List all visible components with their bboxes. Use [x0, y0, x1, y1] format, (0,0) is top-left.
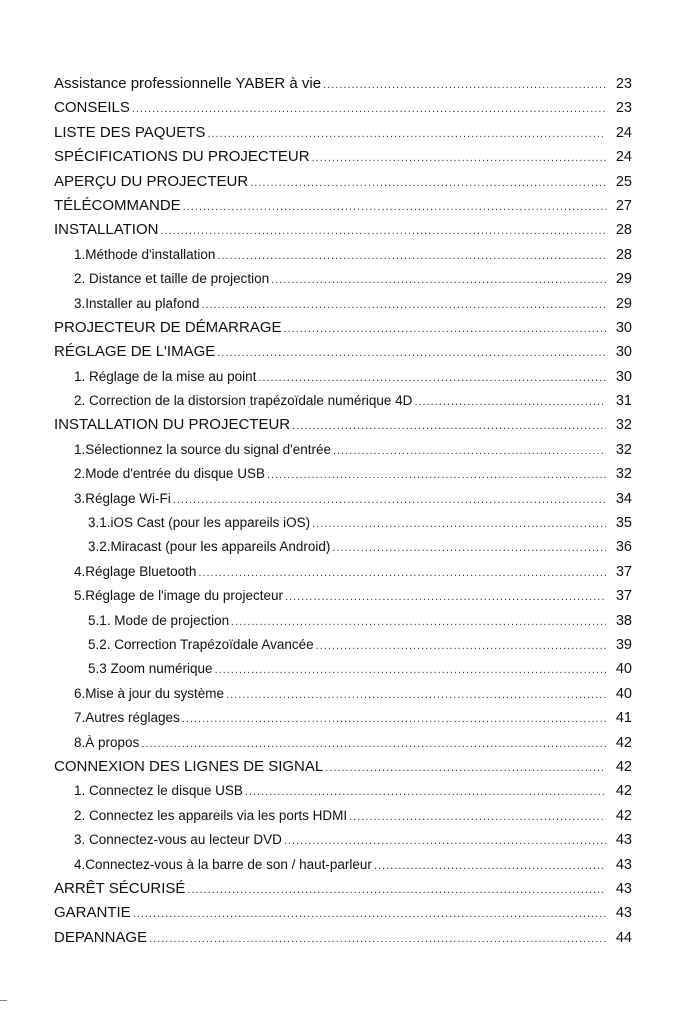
- toc-entry-page-number: 37: [615, 588, 632, 605]
- toc-entry-title: 1.Méthode d'installation: [74, 246, 216, 262]
- toc-entry[interactable]: [54, 853, 632, 877]
- toc-entry[interactable]: [54, 926, 632, 950]
- toc-entry-title: RÉGLAGE DE L'IMAGE: [54, 343, 216, 361]
- toc-entry-page-number: 43: [615, 880, 632, 897]
- toc-entry-page-number: 34: [615, 490, 632, 507]
- toc-dot-leader: [201, 293, 606, 317]
- toc-dot-leader: [323, 73, 606, 97]
- toc-entry-title: 3.Réglage Wi-Fi: [74, 490, 171, 506]
- toc-entry-page-number: 23: [615, 100, 632, 117]
- toc-entry-title: 1. Connectez le disque USB: [74, 783, 243, 799]
- toc-dot-leader: [285, 585, 606, 609]
- toc-entry[interactable]: [54, 267, 632, 291]
- toc-dot-leader: [292, 414, 606, 438]
- toc-entry-title: 2.Mode d'entrée du disque USB: [74, 466, 265, 482]
- toc-dot-leader: [207, 122, 606, 146]
- toc-entry[interactable]: [54, 462, 632, 486]
- toc-entry[interactable]: [54, 365, 632, 389]
- toc-entry-title: SPÉCIFICATIONS DU PROJECTEUR: [54, 148, 310, 166]
- toc-entry[interactable]: [54, 779, 632, 803]
- toc-dot-leader: [133, 902, 606, 926]
- toc-dot-leader: [325, 756, 606, 780]
- toc-dot-leader: [258, 366, 606, 390]
- toc-dot-leader: [312, 512, 606, 536]
- toc-entry[interactable]: [54, 340, 632, 364]
- toc-entry-title: INSTALLATION DU PROJECTEUR: [54, 416, 291, 434]
- toc-dot-leader: [250, 171, 606, 195]
- toc-dot-leader: [245, 780, 606, 804]
- toc-entry-page-number: 28: [615, 222, 632, 239]
- toc-entry-page-number: 43: [615, 832, 632, 849]
- toc-entry-page-number: 29: [615, 271, 632, 288]
- toc-entry-page-number: 28: [615, 246, 632, 263]
- toc-entry-title: 1. Réglage de la mise au point: [74, 368, 257, 384]
- toc-dot-leader: [183, 195, 606, 219]
- toc-dot-leader: [215, 658, 606, 682]
- toc-entry-page-number: 36: [615, 539, 632, 556]
- toc-entry-page-number: 44: [615, 929, 632, 946]
- toc-entry[interactable]: [54, 292, 632, 316]
- toc-entry[interactable]: [54, 121, 632, 145]
- toc-dot-leader: [284, 829, 606, 853]
- toc-entry[interactable]: [54, 389, 632, 413]
- toc-entry[interactable]: [54, 413, 632, 437]
- toc-entry-title: APERÇU DU PROJECTEUR: [54, 172, 249, 190]
- toc-entry[interactable]: [54, 633, 632, 657]
- toc-dot-leader: [414, 390, 606, 414]
- toc-entry-title: 5.1. Mode de projection: [88, 612, 230, 628]
- toc-entry[interactable]: [54, 828, 632, 852]
- toc-entry[interactable]: [54, 535, 632, 559]
- toc-entry-title: 5.3 Zoom numérique: [88, 661, 213, 677]
- toc-entry-title: CONSEILS: [54, 99, 130, 117]
- toc-entry[interactable]: [54, 511, 632, 535]
- toc-dot-leader: [349, 805, 606, 829]
- toc-entry[interactable]: [54, 584, 632, 608]
- toc-dot-leader: [332, 536, 606, 560]
- toc-entry-title: 3.2.Miracast (pour les appareils Android): [88, 539, 331, 555]
- toc-dot-leader: [173, 488, 606, 512]
- toc-entry-title: INSTALLATION: [54, 221, 159, 239]
- toc-dot-leader: [149, 927, 606, 951]
- toc-dot-leader: [333, 439, 606, 463]
- toc-entry-page-number: 42: [615, 734, 632, 751]
- toc-entry[interactable]: [54, 487, 632, 511]
- toc-entry-page-number: 24: [615, 124, 632, 141]
- toc-entry-page-number: 29: [615, 295, 632, 312]
- toc-entry-title: Assistance professionnelle YABER à vie: [54, 75, 322, 92]
- toc-dot-leader: [198, 561, 606, 585]
- toc-entry-title: 3.1.iOS Cast (pour les appareils iOS): [88, 515, 311, 531]
- toc-dot-leader: [316, 634, 606, 658]
- toc-entry-page-number: 40: [615, 661, 632, 678]
- toc-dot-leader: [182, 707, 606, 731]
- toc-entry[interactable]: [54, 682, 632, 706]
- toc-entry[interactable]: [54, 877, 632, 901]
- toc-entry-page-number: 43: [615, 905, 632, 922]
- toc-entry-title: 2. Distance et taille de projection: [74, 271, 270, 287]
- table-of-contents: [54, 72, 632, 950]
- toc-dot-leader: [217, 244, 606, 268]
- toc-entry-title: 3. Connectez-vous au lecteur DVD: [74, 832, 282, 848]
- toc-entry[interactable]: [54, 731, 632, 755]
- toc-dot-leader: [160, 219, 606, 243]
- toc-dot-leader: [284, 317, 606, 341]
- toc-entry-title: PROJECTEUR DE DÉMARRAGE: [54, 318, 282, 336]
- toc-entry[interactable]: [54, 194, 632, 218]
- toc-dot-leader: [374, 854, 606, 878]
- toc-entry-page-number: 40: [615, 685, 632, 702]
- toc-entry[interactable]: [54, 145, 632, 169]
- toc-entry-title: ARRÊT SÉCURISÉ: [54, 879, 186, 897]
- toc-entry[interactable]: [54, 657, 632, 681]
- toc-entry-page-number: 42: [615, 758, 632, 775]
- toc-dot-leader: [231, 610, 606, 634]
- toc-dot-leader: [271, 268, 606, 292]
- toc-entry[interactable]: [54, 218, 632, 242]
- toc-entry-page-number: 31: [615, 393, 632, 410]
- toc-entry-title: 4.Réglage Bluetooth: [74, 563, 197, 579]
- toc-entry[interactable]: [54, 804, 632, 828]
- toc-entry[interactable]: [54, 706, 632, 730]
- toc-entry-title: 8.À propos: [74, 734, 140, 750]
- toc-entry-page-number: 43: [615, 856, 632, 873]
- toc-entry-title: DEPANNAGE: [54, 928, 148, 946]
- toc-dot-leader: [217, 341, 606, 365]
- toc-entry-page-number: 30: [615, 344, 632, 361]
- toc-entry-page-number: 35: [615, 515, 632, 532]
- toc-entry[interactable]: [54, 96, 632, 120]
- toc-entry-page-number: 42: [615, 807, 632, 824]
- toc-entry-title: GARANTIE: [54, 904, 131, 922]
- toc-entry-page-number: 42: [615, 783, 632, 800]
- toc-entry-title: 3.Installer au plafond: [74, 295, 200, 311]
- toc-entry[interactable]: [54, 755, 632, 779]
- toc-entry-page-number: 38: [615, 612, 632, 629]
- toc-dot-leader: [132, 97, 606, 121]
- toc-entry-page-number: 30: [615, 319, 632, 336]
- toc-entry-title: 7.Autres réglages: [74, 710, 180, 726]
- toc-dot-leader: [187, 878, 606, 902]
- toc-dot-leader: [226, 683, 606, 707]
- toc-entry[interactable]: [54, 560, 632, 584]
- toc-entry-page-number: 37: [615, 563, 632, 580]
- toc-dot-leader: [267, 463, 606, 487]
- toc-entry-page-number: 23: [615, 76, 632, 92]
- toc-entry[interactable]: [54, 170, 632, 194]
- toc-entry-title: 5.2. Correction Trapézoïdale Avancée: [88, 636, 314, 652]
- toc-entry-title: TÉLÉCOMMANDE: [54, 196, 181, 214]
- toc-dot-leader: [312, 146, 606, 170]
- toc-entry-page-number: 32: [615, 417, 632, 434]
- toc-entry-page-number: 24: [615, 149, 632, 166]
- toc-entry-page-number: 32: [615, 441, 632, 458]
- page-corner-mark: [0, 1000, 7, 1001]
- toc-entry[interactable]: [54, 609, 632, 633]
- toc-dot-leader: [141, 732, 606, 756]
- toc-entry[interactable]: [54, 901, 632, 925]
- toc-entry-title: 5.Réglage de l'image du projecteur: [74, 588, 283, 604]
- toc-entry-page-number: 32: [615, 466, 632, 483]
- toc-entry[interactable]: [54, 72, 632, 96]
- toc-entry[interactable]: [54, 438, 632, 462]
- toc-entry-title: CONNEXION DES LIGNES DE SIGNAL: [54, 757, 324, 775]
- toc-entry-page-number: 25: [615, 173, 632, 190]
- toc-entry-title: LISTE DES PAQUETS: [54, 123, 206, 141]
- toc-entry-title: 2. Correction de la distorsion trapézoïdale numérique 4D: [74, 393, 413, 409]
- toc-entry-page-number: 27: [615, 197, 632, 214]
- toc-entry-page-number: 30: [615, 368, 632, 385]
- toc-entry-title: 6.Mise à jour du système: [74, 685, 225, 701]
- toc-entry-title: 4.Connectez-vous à la barre de son / haut-parleur: [74, 856, 372, 872]
- toc-entry-page-number: 41: [615, 710, 632, 727]
- toc-entry-title: 2. Connectez les appareils via les ports HDMI: [74, 807, 348, 823]
- toc-entry-title: 1.Sélectionnez la source du signal d'entrée: [74, 441, 331, 457]
- toc-entry-page-number: 39: [615, 636, 632, 653]
- toc-entry[interactable]: [54, 316, 632, 340]
- toc-entry[interactable]: [54, 243, 632, 267]
